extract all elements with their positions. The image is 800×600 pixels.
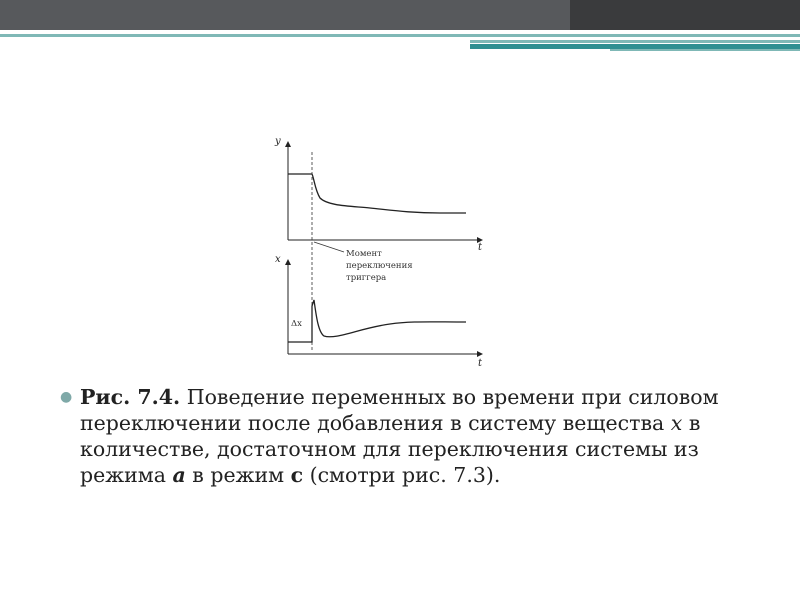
bottom-x-label: x [275, 254, 281, 265]
bottom-t-label: t [478, 358, 483, 368]
top-y-label: y [275, 136, 281, 147]
caption-prefix: Рис. 7.4. [80, 385, 181, 409]
figure-svg [260, 128, 500, 368]
caption-part-4: (смотри рис. 7.3). [303, 463, 501, 487]
caption-part-3: в режим [185, 463, 291, 487]
annotation-line-3: триггера [346, 273, 387, 283]
bottom-curve [288, 300, 466, 342]
caption-mode-a: a [172, 463, 186, 487]
trigger-figure [260, 128, 500, 368]
annotation-line-1: Момент [346, 249, 382, 259]
caption-var-x: x [670, 411, 683, 435]
bullet-icon: ● [60, 389, 73, 405]
decorative-rule [470, 40, 800, 43]
caption-part-2: в количестве, достаточном для переключения системы из режима [80, 411, 701, 487]
top-curve [288, 174, 466, 213]
top-t-label: t [478, 242, 483, 253]
caption-mode-c: c [290, 463, 304, 487]
figure-caption [60, 384, 770, 488]
top-banner-dark [570, 0, 800, 30]
top-banner [0, 0, 800, 30]
annotation-leader [314, 242, 344, 252]
decorative-rule [0, 34, 800, 37]
caption-part-1: Поведение переменных во времени при силовом переключении после добавления в систему вещества [80, 385, 719, 435]
delta-x-label: Δx [291, 319, 302, 329]
decorative-rule [610, 49, 800, 51]
caption-text [80, 384, 770, 488]
annotation-line-2: переключения [346, 261, 413, 271]
